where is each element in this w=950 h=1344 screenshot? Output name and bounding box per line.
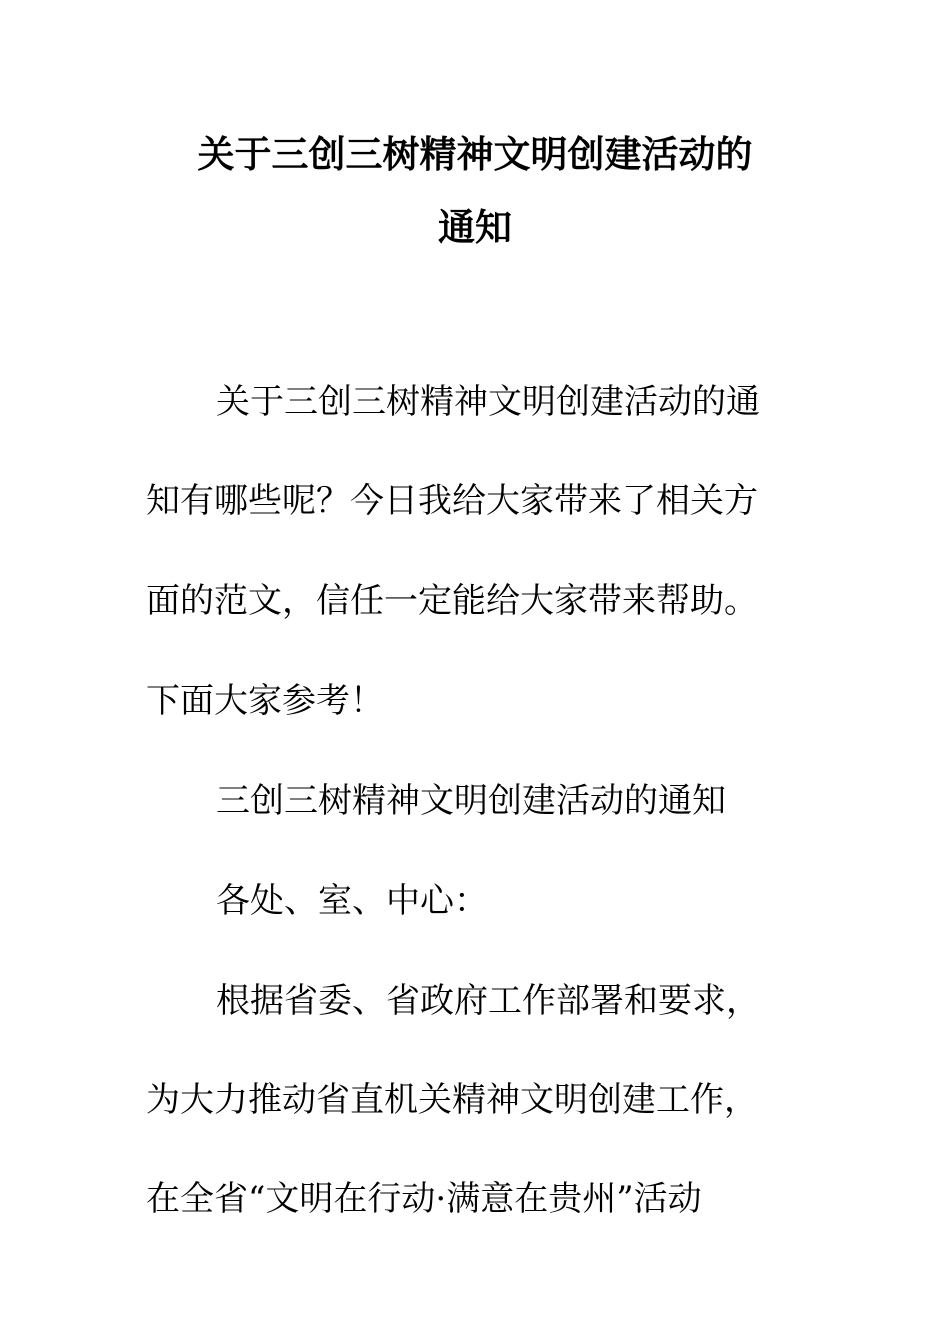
body-line: 三创三树精神文明创建活动的通知 xyxy=(216,781,726,821)
body-line: 为大力推动省直机关精神文明创建工作， xyxy=(146,1080,758,1120)
body-line: 面的范文，信任一定能给大家带来帮助。 xyxy=(146,581,758,621)
document-title-line-2: 通知 xyxy=(438,206,512,249)
body-line: 根据省委、省政府工作部署和要求， xyxy=(216,981,760,1021)
body-line: 在全省“文明在行动·满意在贵州”活动 xyxy=(146,1179,702,1219)
body-line: 下面大家参考！ xyxy=(146,681,384,721)
body-line: 关于三创三树精神文明创建活动的通 xyxy=(216,382,760,422)
body-line: 各处、室、中心： xyxy=(216,881,488,921)
document-title-line-1: 关于三创三树精神文明创建活动的 xyxy=(197,133,753,176)
body-line: 知有哪些呢？今日我给大家带来了相关方 xyxy=(146,481,758,521)
